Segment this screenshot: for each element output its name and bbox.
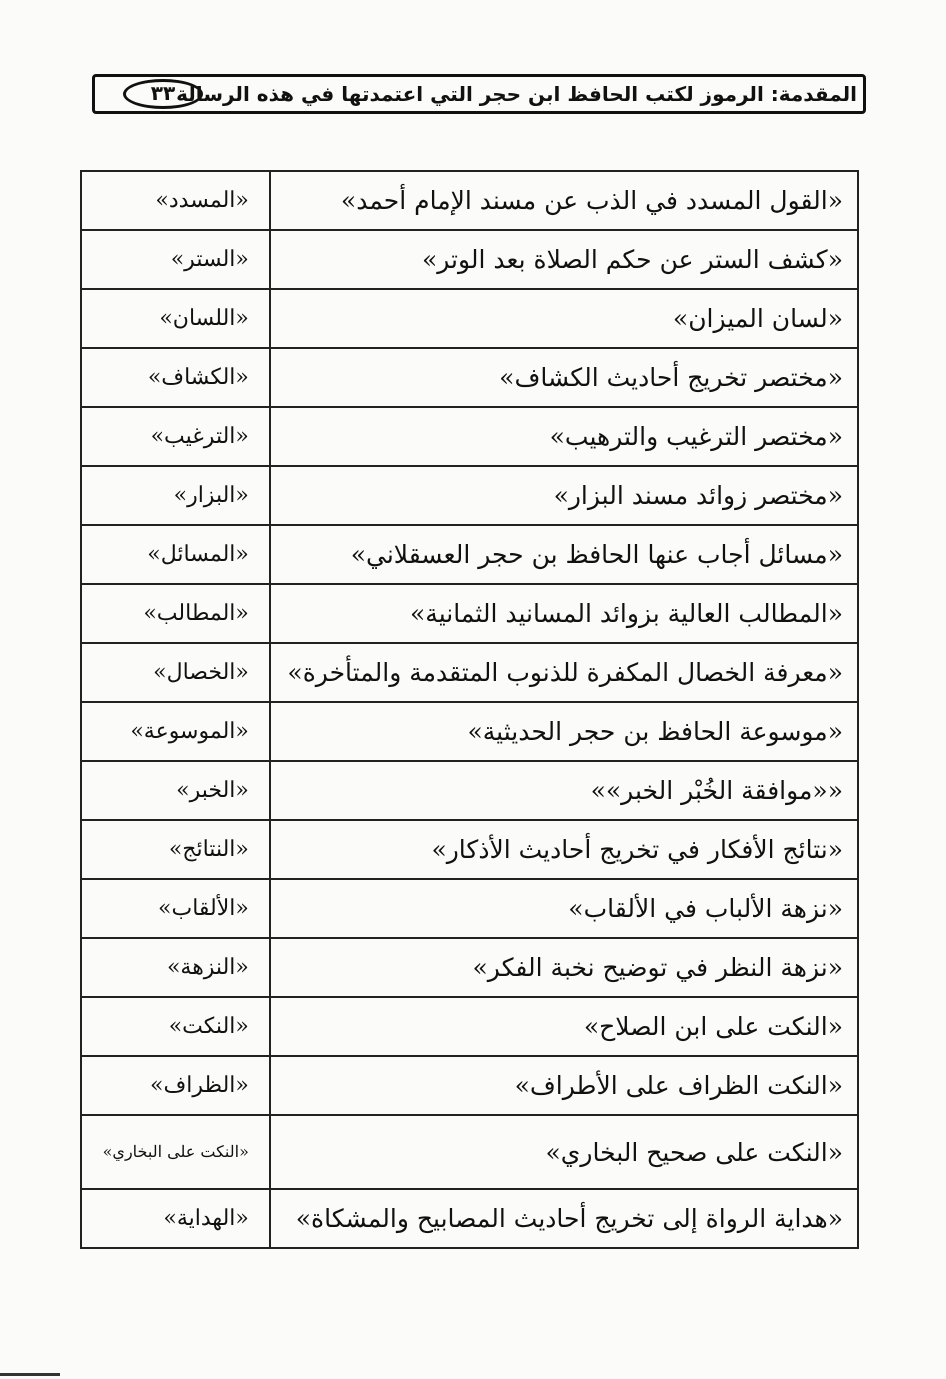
abbreviation-cell: «الخبر» [81, 761, 270, 820]
table-row [81, 289, 858, 348]
abbreviations-table [80, 170, 859, 1249]
abbreviation-cell: «النتائج» [81, 820, 270, 879]
abbreviation-cell: «البزار» [81, 466, 270, 525]
table-row [81, 702, 858, 761]
book-title-cell: «مختصر زوائد مسند البزار» [270, 466, 858, 525]
abbreviation-cell: «الكشاف» [81, 348, 270, 407]
header-title: المقدمة: الرموز لكتب الحافظ ابن حجر التي اعتمدتها في هذه الرسالة [176, 82, 857, 106]
book-title-cell: «نزهة النظر في توضيح نخبة الفكر» [270, 938, 858, 997]
book-title-cell: «المطالب العالية بزوائد المسانيد الثمانية» [270, 584, 858, 643]
book-title-cell: «النكت الظراف على الأطراف» [270, 1056, 858, 1115]
table-row [81, 348, 858, 407]
book-title-cell: «القول المسدد في الذب عن مسند الإمام أحمد» [270, 171, 858, 230]
page-edge-mark [0, 1373, 60, 1376]
abbreviation-cell: «النكت» [81, 997, 270, 1056]
book-title-cell: «مختصر تخريج أحاديث الكشاف» [270, 348, 858, 407]
header-bar [92, 74, 866, 114]
table-row [81, 1189, 858, 1248]
abbreviation-cell: «الخصال» [81, 643, 270, 702]
book-title-cell: «كشف الستر عن حكم الصلاة بعد الوتر» [270, 230, 858, 289]
book-title-cell: «نزهة الألباب في الألقاب» [270, 879, 858, 938]
abbreviation-cell: «الظراف» [81, 1056, 270, 1115]
abbreviation-cell: «الألقاب» [81, 879, 270, 938]
abbreviation-cell: «النزهة» [81, 938, 270, 997]
abbreviation-cell: «الستر» [81, 230, 270, 289]
table-row [81, 938, 858, 997]
table-row [81, 879, 858, 938]
book-title-cell: «لسان الميزان» [270, 289, 858, 348]
table-row [81, 820, 858, 879]
book-title-cell: «هداية الرواة إلى تخريج أحاديث المصابيح والمشكاة» [270, 1189, 858, 1248]
book-title-cell: «مختصر الترغيب والترهيب» [270, 407, 858, 466]
abbreviation-cell: «الموسوعة» [81, 702, 270, 761]
abbreviation-cell: «المسدد» [81, 171, 270, 230]
abbreviation-cell: «المطالب» [81, 584, 270, 643]
book-title-cell: «موسوعة الحافظ بن حجر الحديثية» [270, 702, 858, 761]
table-row [81, 584, 858, 643]
table-row [81, 997, 858, 1056]
book-title-cell: «نتائج الأفكار في تخريج أحاديث الأذكار» [270, 820, 858, 879]
book-title-cell: «النكت على صحيح البخاري» [270, 1115, 858, 1189]
abbreviation-cell: «النكت على البخاري» [81, 1115, 270, 1189]
book-title-cell: «معرفة الخصال المكفرة للذنوب المتقدمة والمتأخرة» [270, 643, 858, 702]
table-row [81, 1115, 858, 1189]
book-title-cell: ««موافقة الخُبْر الخبر»» [270, 761, 858, 820]
book-title-cell: «النكت على ابن الصلاح» [270, 997, 858, 1056]
abbreviation-cell: «الهداية» [81, 1189, 270, 1248]
table-row [81, 1056, 858, 1115]
abbreviation-cell: «الترغيب» [81, 407, 270, 466]
table-row [81, 643, 858, 702]
table-row [81, 171, 858, 230]
book-title-cell: «مسائل أجاب عنها الحافظ بن حجر العسقلاني» [270, 525, 858, 584]
page-number: ٣٣ [123, 79, 203, 109]
table-row [81, 407, 858, 466]
table-body [81, 171, 858, 1248]
abbreviation-cell: «المسائل» [81, 525, 270, 584]
abbreviation-cell: «اللسان» [81, 289, 270, 348]
table-row [81, 230, 858, 289]
table-row [81, 466, 858, 525]
table-row [81, 761, 858, 820]
table-row [81, 525, 858, 584]
